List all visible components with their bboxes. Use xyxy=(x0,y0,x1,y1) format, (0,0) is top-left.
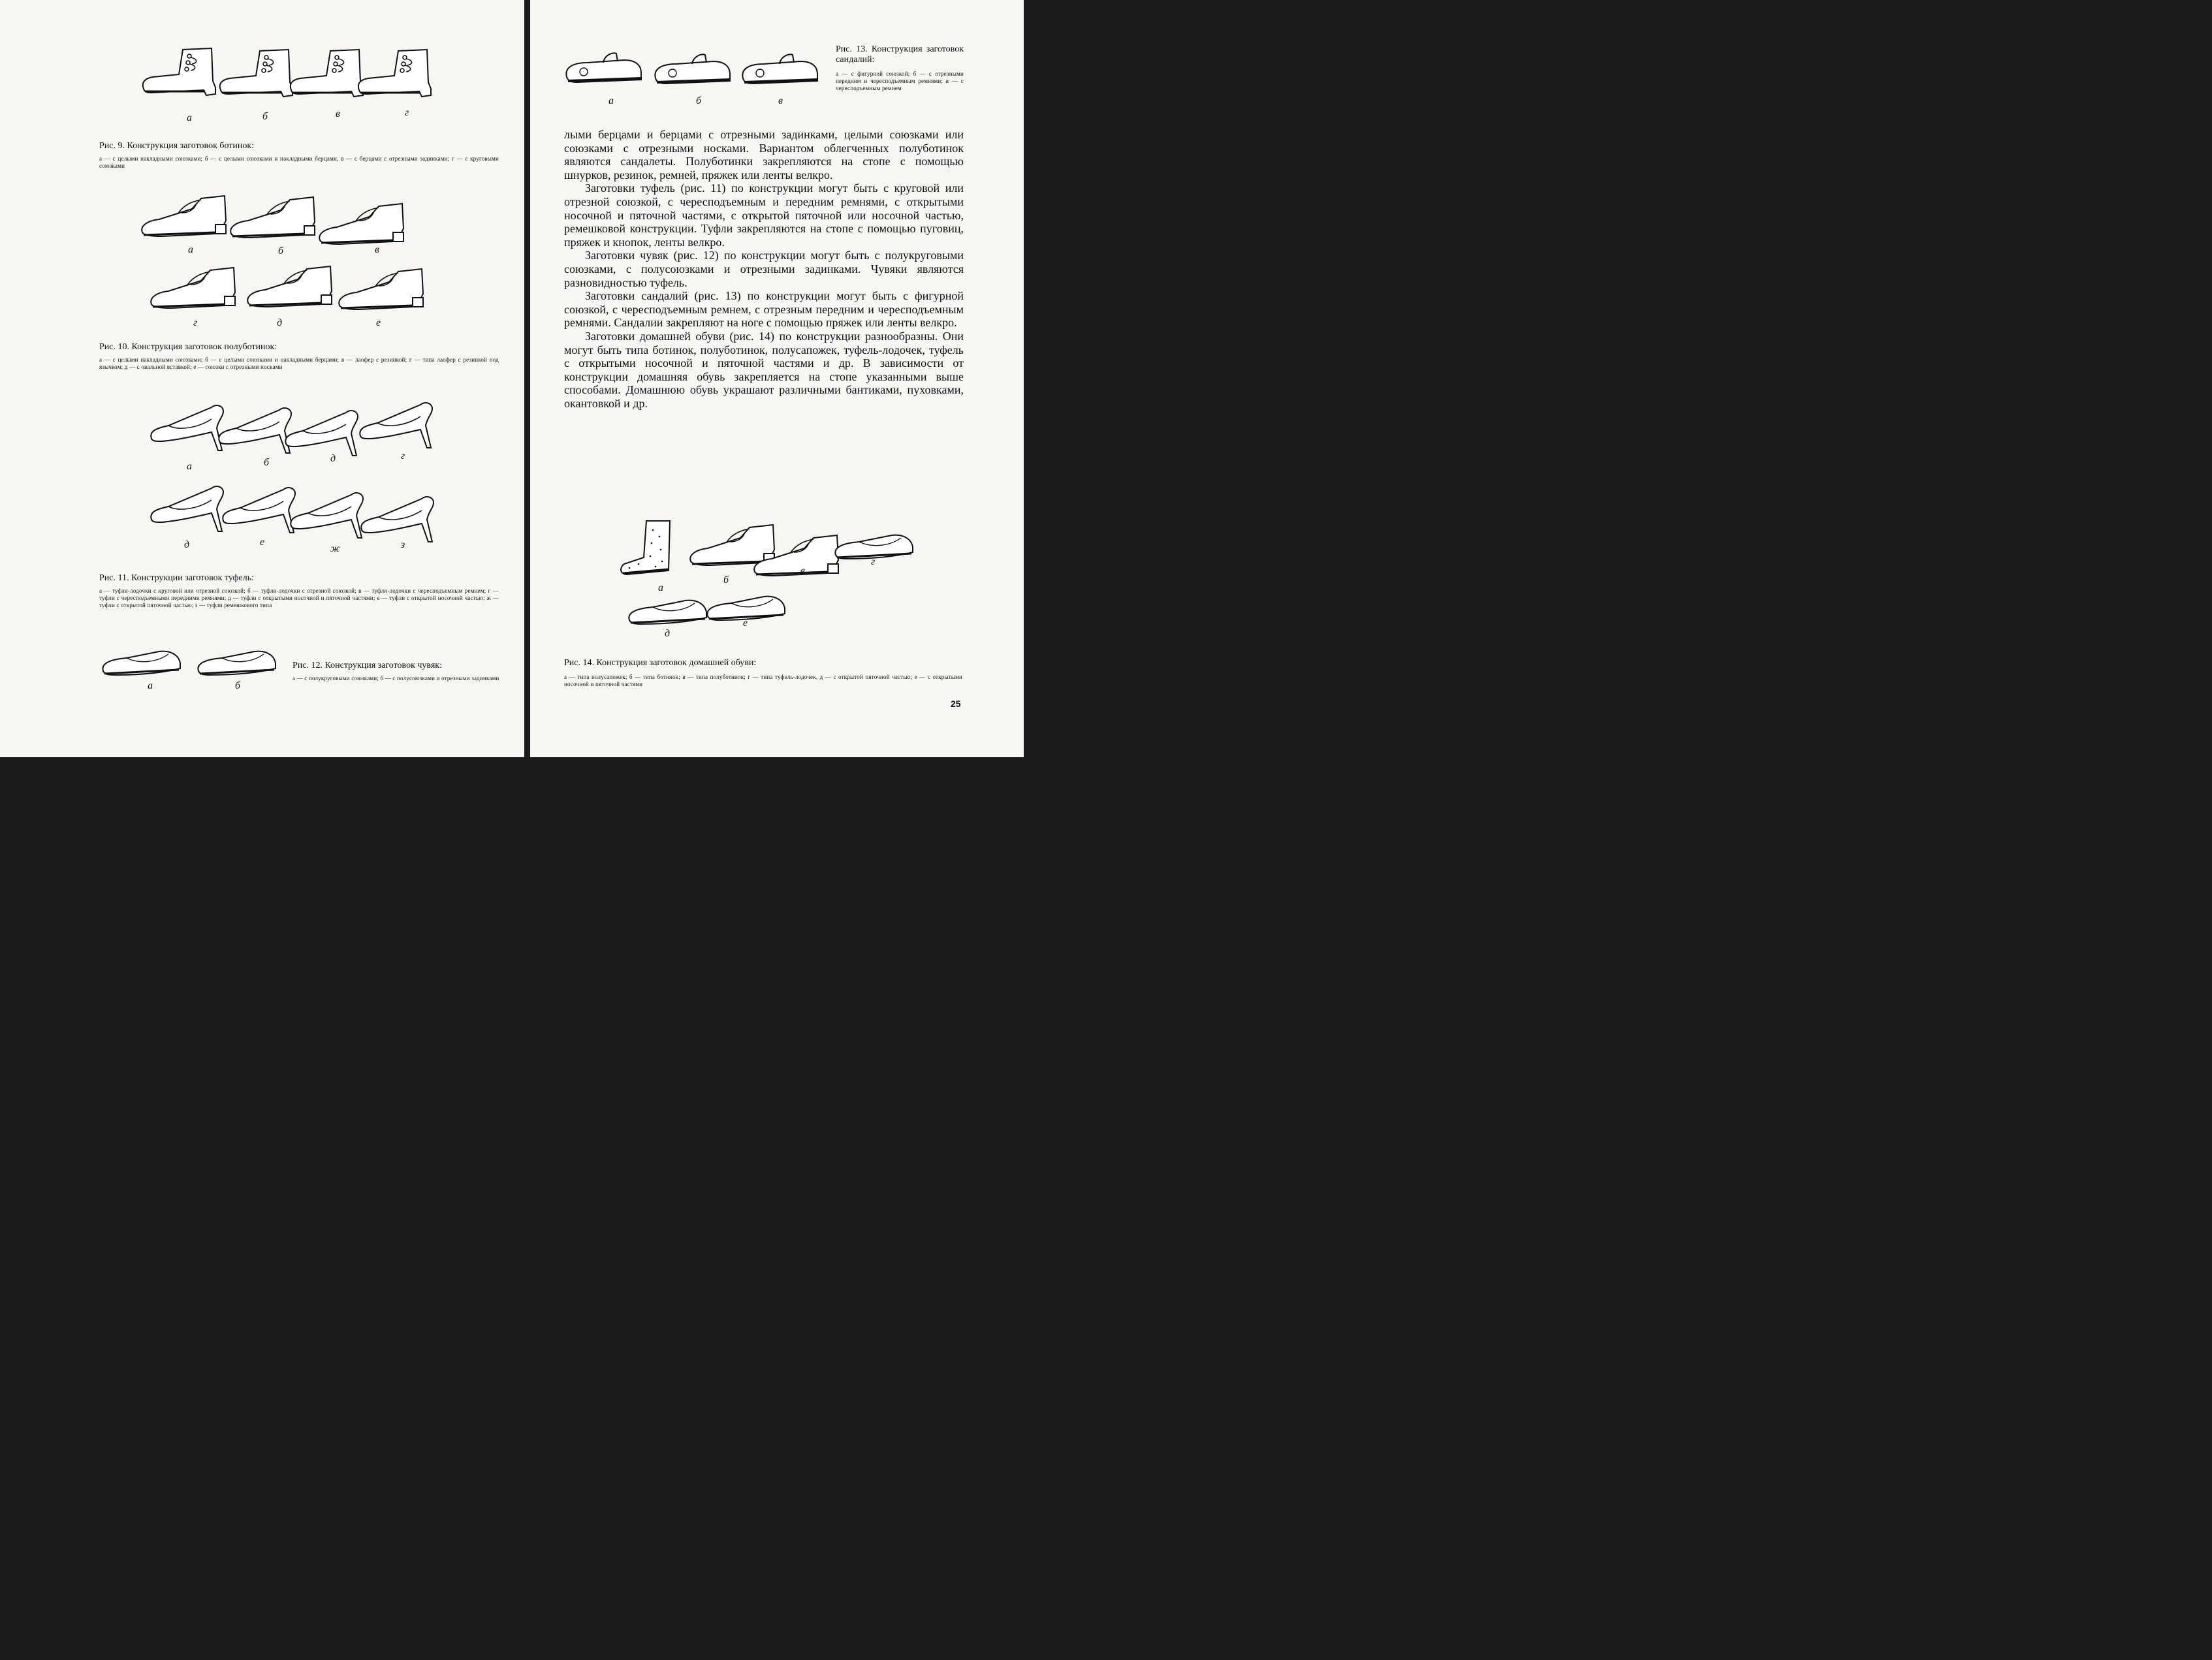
fig14-letter-d: д xyxy=(665,628,671,639)
fig12-letter-a: а xyxy=(148,680,153,691)
fig9-letter-b: б xyxy=(262,111,268,122)
fig13-illustration xyxy=(564,51,832,90)
fig11-letter-e: е xyxy=(260,537,265,548)
fig11-caption: Рис. 11. Конструкции заготовок туфель: xyxy=(99,573,255,583)
fig14-legend: а — типа полусапожек; б — типа ботинок; в — типа полуботинок; г — типа туфель-лодочек, д — с открытой пяточной частью; е — с открытыми носочной и пяточной частями xyxy=(564,674,962,687)
fig14-caption: Рис. 14. Конструкция заготовок домашней обуви: xyxy=(564,658,757,668)
shoe-d xyxy=(247,266,332,307)
pump-v xyxy=(285,411,358,456)
boot-g xyxy=(358,50,431,97)
fig10-letter-d: д xyxy=(277,317,283,328)
fig11-letter-b: б xyxy=(264,457,270,468)
body-text xyxy=(564,128,964,410)
fig10-letter-v: в xyxy=(375,244,379,255)
fig10-legend: а — с целыми накладными союзками; б — с целыми союзками и накладными берцами; в — лаофер с резинкой; г — типа лаофер с резинкой под язычком; д — с овальной вставкой; е — союзки с отрезными носками xyxy=(99,356,499,370)
fig11-letter-z: з xyxy=(401,539,405,550)
fig10-illustration xyxy=(138,193,432,324)
shoe-g xyxy=(151,268,235,308)
fig10-letter-a: а xyxy=(188,244,193,255)
sandal-v xyxy=(742,55,817,84)
pump-g xyxy=(360,403,432,448)
fig11-illustration xyxy=(149,399,436,550)
fig12-legend: а — с полукруговыми союзками; б — с полусоюзками и отрезными задинками xyxy=(292,675,499,681)
body-paragraph-5: Заготовки домашней обуви (рис. 14) по конструкции разнообразны. Они могут быть типа ботинок, полуботинок, полусапожек, туфель-лодочек, туфель с открытыми носочной и пяточной частями и др. В зависимости от конструкции домашняя обувь закрепляется на стопе указанными выше способами. Домашнюю обувь украшают различными бантиками, пуховками, окантовкой и др. xyxy=(564,329,964,410)
boot-b xyxy=(220,50,292,97)
boot-v xyxy=(291,50,363,97)
homeshoe-b xyxy=(690,525,774,565)
fig10-caption: Рис. 10. Конструкция заготовок полуботинок: xyxy=(99,342,277,352)
fig14-letter-e: е xyxy=(743,618,748,629)
fig14-illustration xyxy=(618,520,918,637)
left-page xyxy=(0,0,524,757)
fig11-legend: а — туфли-лодочки с круговой или отрезной союзкой; б — туфли-лодочки с отрезной союзкой; в — туфли-лодочки с чересподъемным ремнем; г — туфли с чересподъемными передними ремнями; д — туфли с открытыми носочной и пяточной частями; е — туфли с открытой носочной частью; ж — туфли с открытой пяточной частью; з — туфли ремешкового типа xyxy=(99,587,499,608)
shoe-e xyxy=(339,269,423,309)
fig12-illustration xyxy=(101,642,290,681)
homeshoe-a xyxy=(621,521,670,574)
fig11-letter-d1: д xyxy=(330,453,336,464)
fig9-caption: Рис. 9. Конструкция заготовок ботинок: xyxy=(99,141,255,151)
shoe-v xyxy=(319,204,403,244)
pump-zh xyxy=(291,493,363,538)
page-number: 25 xyxy=(951,698,961,709)
fig12-letter-b: б xyxy=(235,680,241,691)
fig14-letter-a: а xyxy=(658,582,663,593)
pump-a xyxy=(151,405,223,450)
fig11-letter-g: г xyxy=(401,450,405,462)
chuvyak-a xyxy=(103,651,180,675)
pump-b xyxy=(219,408,291,453)
fig13-letter-a: а xyxy=(608,95,614,106)
sandal-b xyxy=(655,55,730,84)
shoe-a xyxy=(142,196,226,236)
fig14-letter-b: б xyxy=(723,574,729,586)
body-paragraph-2: Заготовки туфель (рис. 11) по конструкции могут быть с круговой или отрезной союзкой, с чересподъемным и передним ремнями, с открытыми носочной и пяточной частями, с открытой пяточной или носочной частью, ремешковой конструкции. Туфли закрепляются на стопе с помощью пуговиц, пряжек и кнопок, ленты велкро. xyxy=(564,181,964,249)
homeshoe-d xyxy=(629,601,706,624)
chuvyak-b xyxy=(198,651,276,675)
body-paragraph-1: лыми берцами и берцами с отрезными задинками, целыми союзками или союзками с отрезными носками. Вариантом облегченных полуботинок являются сандалеты. Полуботинки закрепляются на стопе с помощью шнурков, резинок, ремней, пряжек или ленты велкро. xyxy=(564,128,964,181)
body-paragraph-3: Заготовки чувяк (рис. 12) по конструкции могут быть с полукруговыми союзками, с полусоюзками и отрезными задинками. Чувяки являются разновидностью туфель. xyxy=(564,249,964,289)
fig9-legend: а — с целыми накладными союзками; б — с целыми союзками и накладными берцами, в — с берцами с отрезными задинками; г — с круговыми союзками xyxy=(99,155,499,169)
boot-a xyxy=(143,48,215,95)
pump-d xyxy=(151,486,223,531)
fig11-letter-zh: ж xyxy=(330,543,340,554)
fig9-illustration xyxy=(138,48,432,114)
fig10-letter-e: е xyxy=(376,317,381,328)
right-page xyxy=(530,0,1024,757)
body-paragraph-4: Заготовки сандалий (рис. 13) по конструкции могут быть с фигурной союзкой, с чересподъемным ремнем, с отрезным передним и чересподъемным ремнями. Сандалии закрепляют на ноге с помощью пряжек или ленты велкро. xyxy=(564,289,964,330)
fig9-letter-v: в xyxy=(336,108,340,119)
fig13-caption: Рис. 13. Конструкция заготовок сандалий: xyxy=(836,44,964,65)
fig10-letter-g: г xyxy=(193,317,198,328)
fig9-letter-g: г xyxy=(405,107,409,118)
fig10-letter-b: б xyxy=(278,245,284,257)
fig12-caption: Рис. 12. Конструкция заготовок чувяк: xyxy=(292,661,442,670)
homeshoe-g xyxy=(835,535,913,559)
fig13-letter-v: в xyxy=(778,95,783,106)
fig9-letter-a: а xyxy=(187,112,192,123)
fig14-letter-g: г xyxy=(871,556,876,567)
fig11-letter-a: а xyxy=(187,461,192,472)
homeshoe-e xyxy=(707,597,785,620)
pump-e xyxy=(223,488,295,533)
fig13-letter-b: б xyxy=(696,95,702,106)
shoe-b xyxy=(230,197,315,238)
pump-z xyxy=(361,497,434,542)
sandal-a xyxy=(566,54,641,82)
fig13-legend: а — с фигурной союзкой; б — с отрезными передним и чересподъемным ремнями; в — с чересподъемным ремнем xyxy=(836,70,964,91)
fig14-letter-v: в xyxy=(800,565,805,576)
fig11-letter-d2: д xyxy=(184,539,190,550)
